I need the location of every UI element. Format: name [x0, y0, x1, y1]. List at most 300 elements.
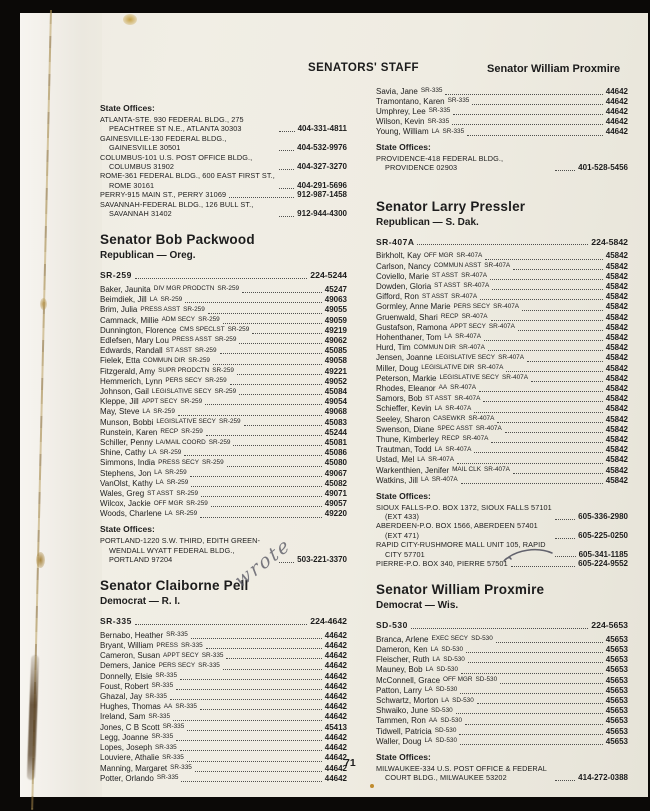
staff-name: Fielek, Etta: [100, 356, 141, 366]
state-offices-list: [376, 154, 628, 173]
staff-name: Patton, Larry: [376, 685, 422, 695]
staff-name: Cameron, Susan: [100, 651, 161, 661]
staff-name: Gruenwald, Shari: [376, 312, 438, 322]
staff-name: Fleischer, Ruth: [376, 655, 430, 665]
staff-row: [100, 468, 347, 478]
staff-room: SR-335: [170, 764, 192, 771]
dot-leader: [176, 689, 322, 690]
staff-phone: 45842: [605, 292, 628, 302]
staff-row: [376, 424, 628, 434]
staff-room: SR-259: [214, 387, 237, 395]
staff-title: LA: [424, 686, 433, 694]
staff-row: [100, 335, 347, 345]
staff-phone: 44642: [324, 630, 347, 640]
staff-phone: 49219: [324, 325, 347, 335]
staff-title: LA: [430, 645, 439, 653]
state-offices-list: [100, 536, 347, 564]
staff-room: SR-259: [204, 377, 227, 385]
staff-phone: 45842: [605, 445, 628, 455]
staff-name: Donnelly, Elsie: [100, 671, 153, 681]
state-office-row: [100, 153, 347, 172]
dot-leader: [452, 124, 603, 125]
party-line: Republican — Oreg.: [100, 250, 196, 262]
staff-title: AA: [428, 716, 438, 724]
staff-title: OFF MGR: [423, 251, 454, 259]
dot-leader: [227, 466, 322, 467]
staff-name: Munson, Bobbi: [100, 417, 154, 427]
staff-row: [100, 356, 347, 366]
staff-name: Jones, C B Scott: [100, 722, 160, 732]
staff-phone: 44642: [324, 681, 347, 691]
staff-phone: 45081: [324, 438, 347, 448]
staff-name: Dunnington, Florence: [100, 325, 177, 335]
staff-name: Young, William: [376, 127, 429, 137]
staff-name: Warkenthien, Jenifer: [376, 465, 450, 475]
staff-room: SD-530: [475, 676, 498, 684]
staff-title: SUPR PRODCTN: [158, 367, 210, 375]
staff-title: LA: [142, 407, 151, 415]
staff-phone: 44642: [324, 732, 347, 742]
staff-room: SR-335: [420, 87, 443, 94]
party-line: Republican — S. Dak.: [376, 216, 479, 228]
staff-name: Birkholt, Kay: [376, 251, 421, 261]
staff-row: [376, 645, 628, 655]
staff-phone: 45413: [324, 722, 347, 732]
staff-phone: 49055: [324, 305, 347, 315]
staff-name: Ustad, Mel: [376, 455, 415, 465]
dot-leader: [531, 381, 603, 382]
dot-leader: [205, 404, 322, 405]
dot-leader: [490, 279, 603, 280]
staff-name: Baker, Jaunita: [100, 284, 151, 294]
staff-row: [100, 346, 347, 356]
staff-name: Jensen, Joanne: [376, 353, 433, 363]
staff-room: SR-259: [181, 428, 203, 436]
room-phone: 224-5244: [310, 270, 347, 281]
staff-row: [376, 434, 628, 444]
office-room-row: [376, 618, 628, 630]
staff-title: LA: [154, 469, 162, 477]
staff-phone: 45842: [605, 312, 628, 322]
dot-leader: [555, 170, 575, 171]
staff-room: SR-407A: [461, 313, 488, 321]
state-office-row: [100, 190, 347, 199]
staff-name: Hemmerich, Lynn: [100, 376, 163, 386]
staff-list: [376, 86, 628, 137]
dot-leader: [239, 394, 322, 395]
party-line: Democrat — R. I.: [100, 596, 181, 608]
staff-name: Umphrey, Lee: [376, 106, 426, 116]
dot-leader: [555, 538, 575, 539]
dot-leader: [279, 216, 294, 217]
staff-name: Simmons, India: [100, 458, 156, 468]
staff-title: APPT SECY: [163, 651, 199, 659]
staff-phone: 45842: [605, 465, 628, 475]
staff-room: SR-335: [181, 641, 203, 649]
staff-name: McConnell, Grace: [376, 675, 441, 685]
staff-title: EXEC SECY: [431, 635, 469, 643]
staff-title: LA: [444, 333, 453, 341]
dot-leader: [135, 624, 307, 625]
paper-stain: [36, 552, 45, 568]
staff-row: [376, 394, 628, 404]
page-header-senator: Senator William Proxmire: [487, 63, 621, 75]
staff-phone: 44642: [324, 671, 347, 681]
right-column: [376, 86, 628, 782]
staff-row: [376, 726, 628, 736]
staff-title: COMMUN DIR: [413, 343, 456, 351]
staff-row: [100, 753, 347, 763]
office-phone: 401-528-5456: [578, 163, 628, 173]
dot-leader: [484, 340, 603, 341]
staff-room: SR-259: [160, 295, 183, 303]
staff-room: SR-407A: [455, 333, 481, 341]
staff-phone: 44642: [605, 96, 628, 106]
dot-leader: [518, 330, 603, 331]
staff-name: Edwards, Randall: [100, 346, 163, 356]
staff-room: SR-259: [217, 285, 240, 293]
dot-leader: [195, 771, 322, 772]
staff-title: LA: [149, 295, 158, 303]
staff-room: SR-335: [166, 631, 188, 639]
state-office-row: [376, 521, 628, 540]
dot-leader: [466, 652, 603, 653]
staff-phone: 49063: [324, 295, 347, 305]
state-office-row: [100, 200, 347, 219]
staff-title: LA: [434, 445, 443, 453]
staff-name: Shine, Cathy: [100, 448, 146, 458]
state-offices-list: [376, 764, 628, 783]
staff-row: [100, 681, 347, 691]
staff-row: [376, 261, 628, 271]
staff-name: Ireland, Sam: [100, 712, 146, 722]
staff-row: [376, 383, 628, 393]
dot-leader: [411, 628, 588, 629]
dot-leader: [457, 463, 603, 464]
staff-title: LEGISLATIVE SECY: [156, 418, 216, 426]
dot-leader: [522, 310, 603, 311]
dot-leader: [459, 734, 602, 735]
staff-phone: 44642: [605, 86, 628, 96]
staff-room: SR-407A: [458, 343, 485, 351]
office-phone: 503-221-3370: [297, 554, 347, 564]
staff-room: SR-259: [186, 499, 208, 507]
staff-phone: 45653: [605, 736, 628, 746]
staff-name: Miller, Doug: [376, 363, 419, 373]
handwritten-annotation: wrote: [231, 533, 295, 593]
staff-title: ST ASST: [431, 272, 459, 280]
staff-phone: 45842: [605, 343, 628, 353]
staff-title: LEGISLATIVE SECY: [439, 374, 500, 382]
staff-name: Louviere, Athalie: [100, 753, 160, 763]
staff-name: Foust, Robert: [100, 681, 149, 691]
staff-room: SR-407A: [428, 455, 454, 463]
state-offices-heading: State Offices:: [100, 524, 155, 535]
staff-room: SD-530: [435, 737, 457, 745]
staff-name: Seeley, Sharon: [376, 414, 431, 424]
staff-row: [100, 407, 347, 417]
office-address: GAINESVILLE-130 FEDERAL BLDG., GAINESVILLE 30501: [100, 133, 227, 153]
staff-phone: 45085: [324, 346, 347, 356]
staff-title: RECP: [160, 428, 179, 436]
staff-row: [100, 325, 347, 335]
staff-row: [376, 445, 628, 455]
dot-leader: [417, 244, 588, 245]
staff-phone: 45842: [605, 383, 628, 393]
dot-leader: [527, 361, 603, 362]
staff-phone: 45842: [605, 455, 628, 465]
staff-phone: 44642: [324, 661, 347, 671]
dot-leader: [460, 744, 603, 745]
staff-phone: 44642: [324, 743, 347, 753]
dot-leader: [279, 188, 294, 189]
staff-row: [376, 404, 628, 414]
dot-leader: [474, 412, 603, 413]
staff-phone: 49221: [324, 366, 347, 376]
office-address: PERRY-915 MAIN ST., PERRY 31069: [100, 190, 227, 200]
senator-heading-packwood: Senator Bob Packwood: [100, 232, 255, 248]
party-line: Democrat — Wis.: [376, 600, 459, 612]
pen-mark-icon: [498, 544, 556, 568]
state-offices-heading: State Offices:: [376, 142, 431, 153]
office-phone: 912-944-4300: [297, 209, 347, 219]
staff-row: [100, 651, 347, 661]
staff-list: [100, 284, 347, 519]
dot-leader: [456, 713, 603, 714]
dot-leader: [178, 415, 322, 416]
dot-leader: [229, 197, 294, 198]
dot-leader: [513, 473, 603, 474]
dot-leader: [555, 519, 575, 520]
staff-phone: 45653: [605, 634, 628, 644]
staff-name: Swenson, Diane: [376, 424, 435, 434]
staff-row: [100, 417, 347, 427]
staff-title: MAIL CLK: [452, 466, 481, 474]
dot-leader: [213, 364, 322, 365]
senator-heading-proxmire: Senator William Proxmire: [376, 582, 545, 598]
staff-room: SR-335: [447, 97, 470, 105]
staff-name: Rhodes, Eleanor: [376, 383, 436, 393]
staff-room: SR-407A: [502, 374, 528, 382]
staff-row: [100, 499, 347, 509]
staff-title: LA: [148, 448, 157, 456]
staff-room: SR-407A: [475, 425, 502, 433]
staff-phone: 45653: [605, 706, 628, 716]
staff-title: ST ASST: [421, 292, 449, 300]
staff-phone: 45842: [605, 281, 628, 291]
staff-name: Wales, Greg: [100, 489, 145, 499]
staff-title: AA: [438, 384, 448, 392]
staff-title: LA/MAIL COORD: [155, 438, 206, 446]
staff-room: SR-259: [164, 469, 187, 477]
staff-room: SR-259: [218, 418, 241, 426]
dot-leader: [496, 642, 603, 643]
staff-title: LA: [155, 479, 164, 487]
left-column: [100, 98, 347, 783]
dot-leader: [465, 724, 603, 725]
staff-row: [376, 343, 628, 353]
room-code: SR-407A: [376, 236, 415, 247]
staff-phone: 45244: [324, 427, 347, 437]
staff-name: Schieffer, Kevin: [376, 404, 432, 414]
staff-title: CASEWKR: [433, 415, 466, 423]
staff-name: Gustafson, Ramona: [376, 322, 448, 332]
staff-title: LA: [434, 404, 443, 412]
dot-leader: [244, 425, 322, 426]
staff-list: [376, 251, 628, 486]
staff-room: SR-335: [151, 682, 174, 690]
staff-row: [376, 706, 628, 716]
staff-name: Thune, Kimberley: [376, 434, 439, 444]
staff-phone: 45842: [605, 332, 628, 342]
staff-row: [100, 295, 347, 305]
staff-row: [376, 353, 628, 363]
staff-title: COMMUN ASST: [433, 262, 482, 270]
staff-room: SR-259: [180, 397, 203, 405]
state-office-row: [100, 134, 347, 153]
staff-title: LA: [417, 455, 426, 463]
staff-row: [376, 455, 628, 465]
dot-leader: [184, 455, 321, 456]
staff-phone: 44642: [324, 712, 347, 722]
dot-leader: [445, 94, 602, 95]
dot-leader: [223, 669, 322, 670]
staff-phone: 44642: [605, 106, 628, 116]
staff-room: SR-407A: [488, 323, 515, 331]
staff-room: SR-259: [227, 326, 250, 334]
dot-leader: [206, 435, 322, 436]
staff-row: [100, 366, 347, 376]
staff-room: SR-259: [166, 479, 189, 487]
staff-title: LA: [432, 655, 441, 663]
office-address: PORTLAND-1220 S.W. THIRD, EDITH GREEN-WENDALL WYATT FEDERAL BLDG., PORTLAND 97204: [100, 536, 261, 564]
staff-row: [100, 489, 347, 499]
office-phone: 404-327-3270: [297, 162, 347, 172]
staff-title: PERS SECY: [165, 377, 202, 385]
staff-room: SD-530: [434, 727, 457, 735]
staff-name: Legg, Joanne: [100, 732, 149, 742]
dot-leader: [239, 343, 321, 344]
staff-row: [376, 665, 628, 675]
dot-leader: [220, 353, 322, 354]
staff-title: APPT SECY: [450, 323, 486, 331]
room-code: SD-530: [376, 620, 408, 631]
dot-leader: [461, 673, 603, 674]
office-phone: 404-291-5696: [297, 180, 347, 190]
staff-phone: 45653: [605, 726, 628, 736]
staff-title: LEGISLATIVE DIR: [421, 364, 475, 372]
staff-title: CMS SPECLST: [179, 326, 225, 334]
dot-leader: [176, 740, 322, 741]
dot-leader: [485, 259, 602, 260]
staff-row: [100, 712, 347, 722]
state-offices-list: [100, 115, 347, 218]
staff-room: SR-335: [198, 661, 220, 669]
staff-phone: 44642: [605, 117, 628, 127]
staff-phone: 44642: [324, 773, 347, 783]
staff-row: [100, 376, 347, 386]
staff-phone: 45842: [605, 404, 628, 414]
staff-row: [376, 465, 628, 475]
staff-room: SR-335: [428, 107, 451, 115]
staff-title: LA: [431, 127, 440, 135]
dot-leader: [190, 476, 322, 477]
staff-room: SD-530: [443, 655, 465, 663]
staff-row: [100, 387, 347, 397]
staff-row: [100, 630, 347, 640]
staff-name: Potter, Orlando: [100, 773, 154, 783]
dot-leader: [200, 517, 322, 518]
office-address: ATLANTA-STE. 930 FEDERAL BLDG., 275 PEACHTREE ST N.E., ATLANTA 30303: [100, 115, 244, 134]
dot-leader: [460, 693, 602, 694]
staff-phone: 49057: [324, 499, 347, 509]
staff-room: SR-407A: [445, 404, 472, 412]
staff-room: SR-259: [198, 316, 220, 324]
staff-room: SR-407A: [461, 272, 488, 280]
staff-row: [100, 458, 347, 468]
state-office-row: [376, 154, 628, 173]
dot-leader: [461, 483, 603, 484]
staff-room: SR-407A: [477, 364, 504, 372]
state-office-row: [100, 536, 347, 564]
dot-leader: [474, 452, 602, 453]
staff-title: LA: [424, 737, 433, 745]
staff-phone: 45842: [605, 261, 628, 271]
staff-row: [100, 284, 347, 294]
dot-leader: [488, 350, 603, 351]
staff-phone: 45842: [605, 322, 628, 332]
staff-row: [100, 702, 347, 712]
staff-name: Stephens, Jon: [100, 468, 152, 478]
dot-leader: [477, 703, 603, 704]
dot-leader: [170, 699, 322, 700]
state-office-row: [376, 503, 628, 522]
staff-row: [376, 302, 628, 312]
staff-name: Woods, Charlene: [100, 509, 162, 519]
staff-row: [376, 414, 628, 424]
staff-room: SD-530: [441, 645, 464, 653]
staff-title: LEGISLATIVE SECY: [435, 353, 496, 361]
staff-name: Hughes, Thomas: [100, 702, 161, 712]
dot-leader: [242, 292, 322, 293]
staff-row: [100, 315, 347, 325]
staff-phone: 45842: [605, 373, 628, 383]
dot-leader: [491, 442, 602, 443]
staff-title: SPEC ASST: [437, 425, 473, 433]
dot-leader: [491, 320, 603, 321]
state-office-row: [376, 764, 628, 783]
room-phone: 224-5653: [591, 620, 628, 631]
dot-leader: [480, 299, 603, 300]
staff-name: Hurd, Tim: [376, 343, 411, 353]
office-address: ROME-361 FEDERAL BLDG., 600 EAST FIRST ST., ROME 30161: [100, 171, 275, 190]
staff-name: Gifford, Ron: [376, 292, 419, 302]
staff-room: SR-335: [175, 702, 197, 710]
staff-row: [376, 281, 628, 291]
staff-row: [376, 117, 628, 127]
staff-phone: 44642: [324, 753, 347, 763]
office-phone: 605-225-0250: [578, 530, 628, 540]
staff-row: [376, 96, 628, 106]
staff-phone: 45842: [605, 271, 628, 281]
staff-title: COMMUN DIR: [143, 356, 186, 364]
staff-room: SR-259: [208, 438, 231, 446]
staff-phone: 49062: [324, 335, 347, 345]
staff-phone: 45842: [605, 424, 628, 434]
staff-room: SR-335: [148, 712, 171, 720]
staff-name: May, Steve: [100, 407, 140, 417]
staff-room: SR-335: [427, 117, 450, 125]
